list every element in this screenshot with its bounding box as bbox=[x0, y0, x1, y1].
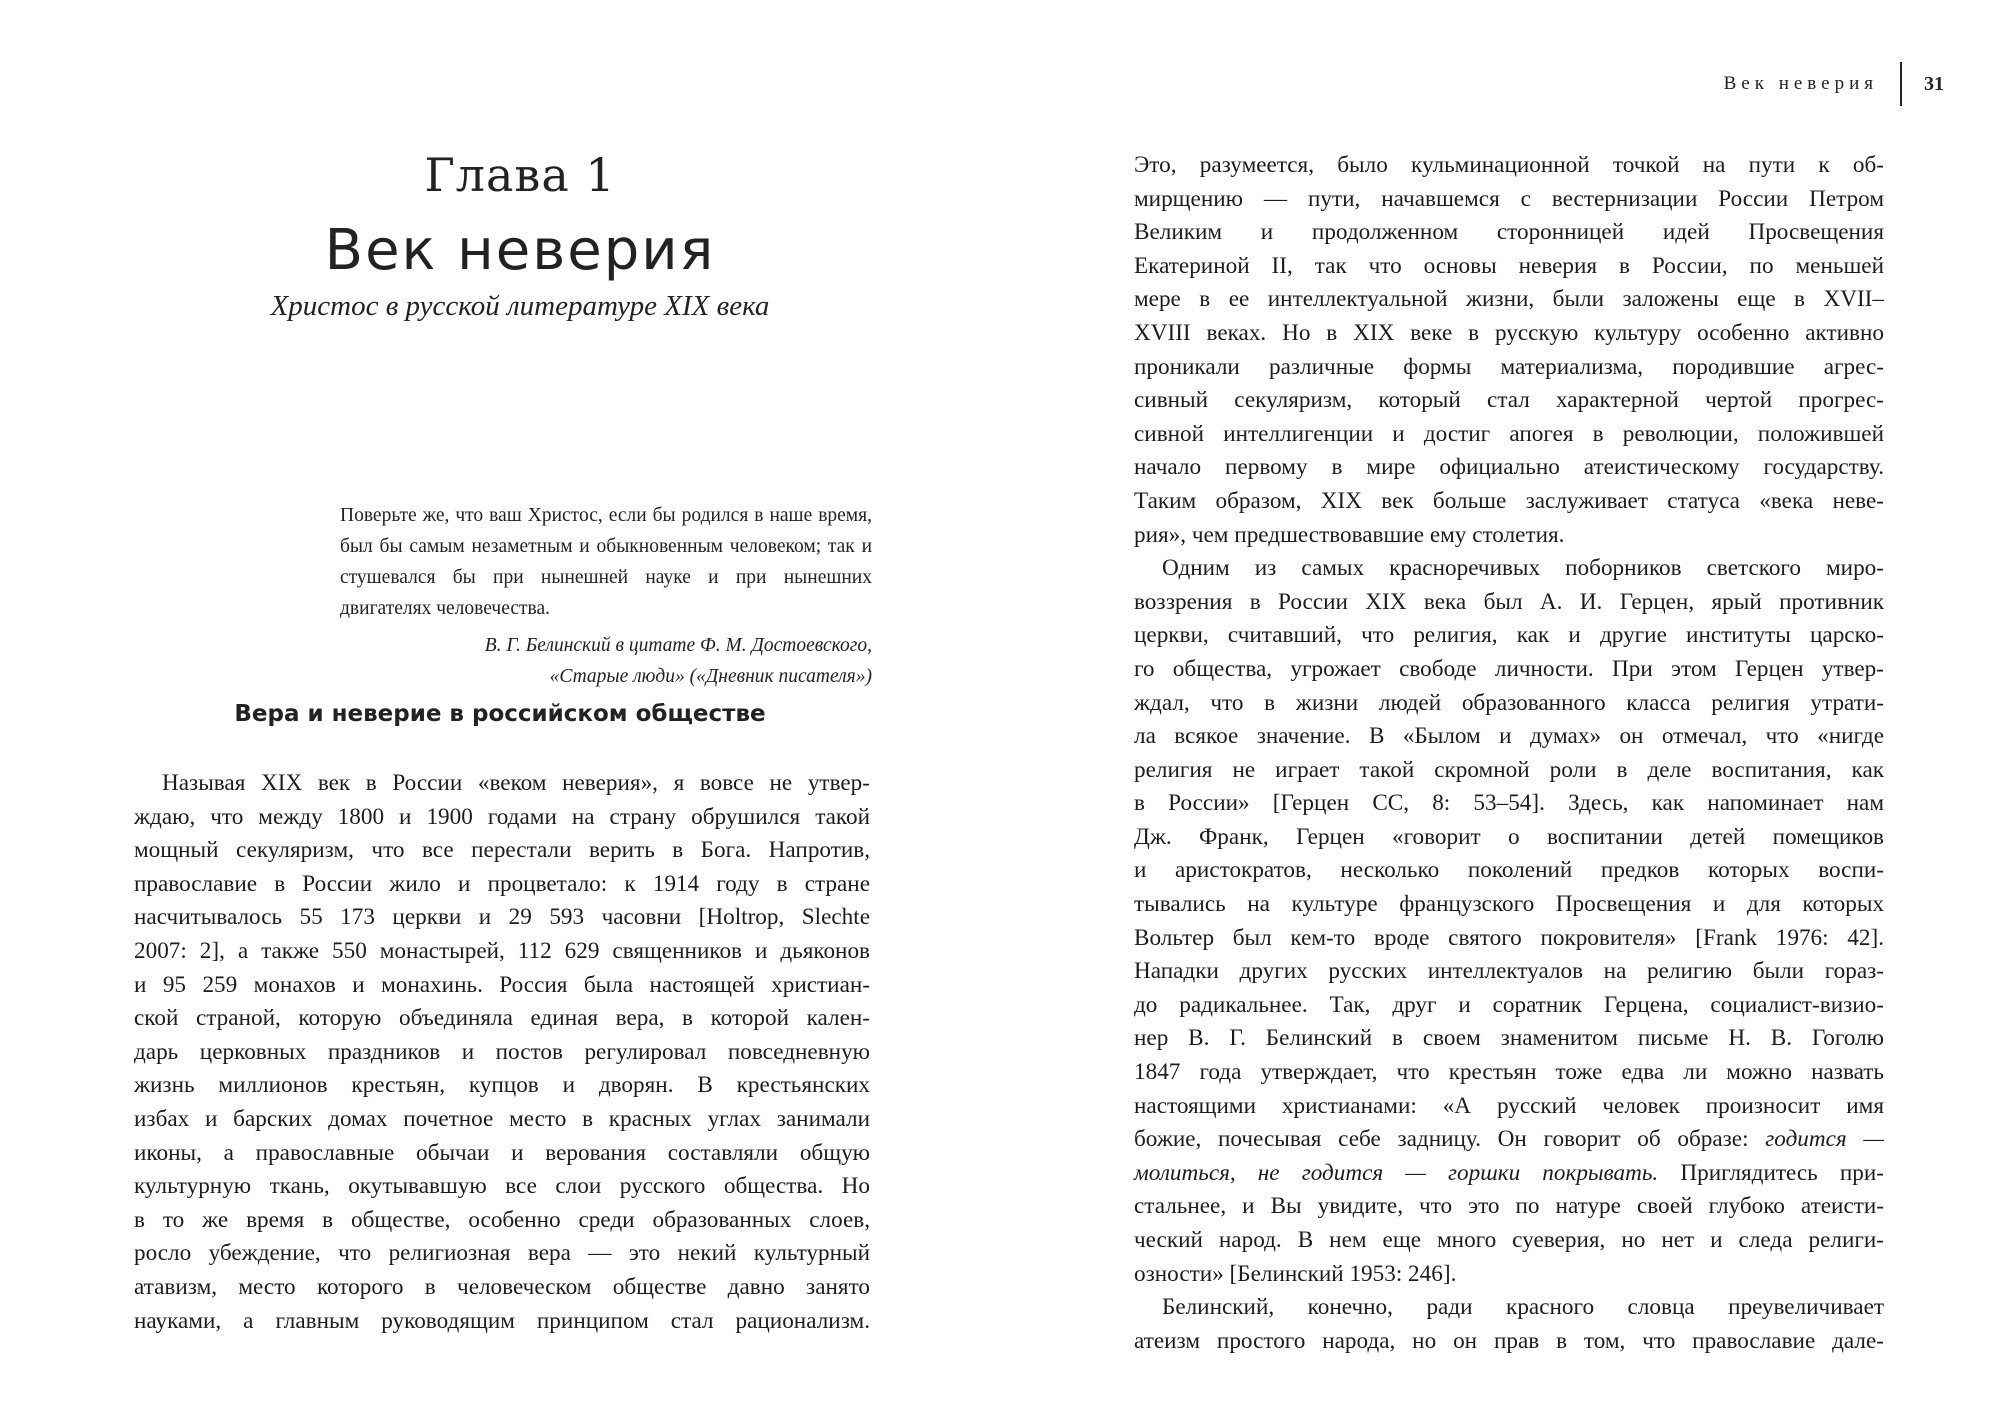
body-line: ла всякое значение. В «Былом и думах» он отмечал, что «нигде bbox=[1134, 723, 1884, 750]
body-line: Белинский, конечно, ради красного словца преувеличивает bbox=[1162, 1294, 1884, 1321]
body-line: в то же время в обществе, особенно среди образованных слоев, bbox=[134, 1206, 870, 1233]
body-line: Дж. Франк, Герцен «говорит о воспитании детей помещиков bbox=[1134, 823, 1884, 850]
body-line: 1847 года утверждает, что крестьян тоже едва ли можно назвать bbox=[1134, 1059, 1884, 1086]
running-head bbox=[1724, 62, 1944, 106]
body-line: 2007: 2], а также 550 монастырей, 112 629 священников и дьяконов bbox=[134, 937, 870, 964]
body-line: Екатериной II, так что основы неверия в России, по меньшей bbox=[1134, 252, 1884, 279]
section-heading: Вера и неверие в российском обществе bbox=[234, 701, 766, 727]
body-line: до радикальнее. Так, друг и соратник Герцена, социалист-визио- bbox=[1134, 991, 1884, 1018]
body-line: начало первому в мире официально атеистическому государству. bbox=[1134, 454, 1884, 481]
epigraph-source-line2: «Старые люди» («Дневник писателя») bbox=[549, 666, 872, 687]
body-line: ческий народ. В нем еще много суеверия, но нет и следа религи- bbox=[1134, 1227, 1884, 1253]
body-line: нер В. Г. Белинский в своем знаменитом письме Н. В. Гоголю bbox=[1134, 1025, 1884, 1052]
body-line: православие в России жило и процветало: к 1914 году в стране bbox=[134, 870, 870, 897]
body-line: церкви, считавший, что религия, как и другие институты царско- bbox=[1134, 622, 1884, 649]
body-line: и 95 259 монахов и монахинь. Россия была настоящей христиан- bbox=[134, 971, 870, 998]
body-line: иконы, а православные обычаи и верования составляли общую bbox=[134, 1139, 870, 1166]
body-line: мощный секуляризм, что все перестали верить в Бога. Напротив, bbox=[134, 837, 870, 864]
body-line: ждал, что в жизни людей образованного класса религия утрати- bbox=[1134, 689, 1884, 716]
chapter-subtitle: Христос в русской литературе XIX века bbox=[270, 290, 770, 322]
chapter-label: Глава 1 bbox=[424, 148, 616, 202]
epigraph bbox=[340, 500, 872, 692]
body-line: избах и барских домах почетное место в красных углах занимали bbox=[134, 1105, 870, 1132]
body-line: XVIII веках. Но в XIX веке в русскую культуру особенно активно bbox=[1134, 319, 1884, 346]
body-line: сивной интеллигенции и достиг апогея в революции, положившей bbox=[1134, 420, 1884, 447]
body-line: воззрения в России XIX века был А. И. Герцен, ярый противник bbox=[1134, 588, 1884, 615]
body-line: атавизм, место которого в человеческом обществе давно занято bbox=[134, 1273, 870, 1300]
chapter-title: Век неверия bbox=[324, 218, 716, 283]
right-body-text bbox=[1134, 149, 1884, 1358]
epigraph-text: Поверьте же, что ваш Христос, если бы родился в наше время, был бы самым незаметным и обыкновенным человеком; так и стушевался бы при нынешней науке и при нынешних двигателях человечества. bbox=[340, 505, 872, 619]
epigraph-source bbox=[340, 630, 872, 692]
body-line: мере в ее интеллектуальной жизни, были заложены еще в XVII– bbox=[1134, 286, 1884, 313]
body-line-italic: молиться, не годится — горшки покрывать. bbox=[1134, 1159, 1659, 1186]
body-line: Великим и продолженном сторонницей идей Просвещения bbox=[1134, 219, 1884, 246]
page-number: 31 bbox=[1924, 72, 1944, 95]
body-line: атеизм простого народа, но он прав в том, что православие дале- bbox=[1134, 1327, 1884, 1354]
body-line-roman: Приглядитесь при- bbox=[1680, 1159, 1884, 1186]
right-page bbox=[1000, 0, 2000, 1428]
body-line: насчитывалось 55 173 церкви и 29 593 часовни [Holtrop, Slechte bbox=[134, 904, 870, 931]
body-line-mixed bbox=[1134, 1157, 1884, 1191]
body-line: ской страной, которую объединяла единая вера, в которой кален- bbox=[134, 1005, 870, 1032]
body-line: религия не играет такой скромной роли в деле воспитания, как bbox=[1134, 756, 1884, 783]
body-line-mixed bbox=[1134, 1123, 1884, 1157]
body-line: мирщению — пути, начавшемся с вестернизации России Петром bbox=[1134, 185, 1884, 212]
body-line: Это, разумеется, было кульминационной точкой на пути к об- bbox=[1134, 152, 1884, 178]
body-line: тывались на культуре французского Просвещения и для которых bbox=[1134, 891, 1884, 918]
body-line: настоящими христианами: «А русский человек произносит имя bbox=[1134, 1092, 1884, 1119]
body-line: рия», чем предшествовавшие ему столетия. bbox=[1134, 521, 1565, 548]
body-line: культурную ткань, окутывавшую все слои русского общества. Но bbox=[134, 1173, 870, 1200]
body-line: проникали различные формы материализма, породившие агрес- bbox=[1134, 353, 1884, 380]
epigraph-source-line1: В. Г. Белинский в цитате Ф. М. Достоевского, bbox=[484, 635, 872, 656]
body-line: Нападки других русских интеллектуалов на религию были гораз- bbox=[1134, 958, 1884, 985]
body-line: и аристократов, несколько поколений предков которых воспи- bbox=[1134, 857, 1884, 884]
body-line: озности» [Белинский 1953: 246]. bbox=[1134, 1260, 1457, 1287]
body-line: дарь церковных праздников и постов регулировал повседневную bbox=[134, 1038, 870, 1065]
left-body-text bbox=[134, 767, 870, 1338]
body-line: росло убеждение, что религиозная вера — это некий культурный bbox=[134, 1240, 870, 1267]
body-line: в России» [Герцен СС, 8: 53–54]. Здесь, как напоминает нам bbox=[1134, 790, 1884, 817]
body-line: ждаю, что между 1800 и 1900 годами на страну обрушился такой bbox=[134, 803, 870, 830]
body-line: го общества, угрожает свободе личности. При этом Герцен утвер- bbox=[1134, 655, 1884, 682]
body-line: Называя XIX век в России «веком неверия», я вовсе не утвер- bbox=[162, 770, 870, 796]
body-line: науками, а главным руководящим принципом стал рационализм. bbox=[134, 1307, 870, 1334]
running-title: Век неверия bbox=[1723, 73, 1878, 94]
body-line-italic: годится — bbox=[1765, 1126, 1885, 1153]
body-line: Вольтер был кем-то вроде святого покровителя» [Frank 1976: 42]. bbox=[1134, 924, 1884, 951]
body-line: сивный секуляризм, который стал характерной чертой прогрес- bbox=[1134, 387, 1884, 414]
body-line: Одним из самых красноречивых поборников светского миро- bbox=[1162, 555, 1884, 582]
body-line-roman: божие, почесывая себе задницу. Он говорит об образе: bbox=[1134, 1126, 1749, 1153]
body-line: стальнее, и Вы увидите, что это по натуре своей глубоко атеисти- bbox=[1134, 1193, 1884, 1220]
body-line: жизнь миллионов крестьян, купцов и дворян. В крестьянских bbox=[134, 1072, 870, 1099]
body-line: Таким образом, XIX век больше заслуживает статуса «века неве- bbox=[1134, 487, 1884, 514]
